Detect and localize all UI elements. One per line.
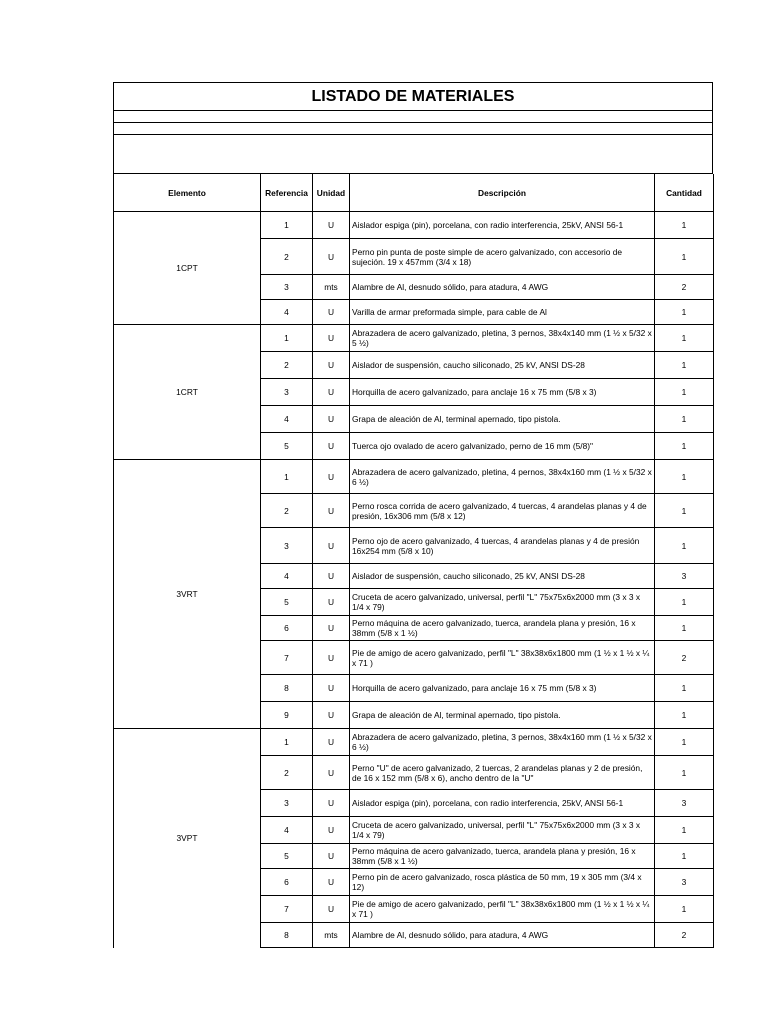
- header-elemento: Elemento: [114, 174, 261, 212]
- cell-descripcion: Horquilla de acero galvanizado, para anclaje 16 x 75 mm (5/8 x 3): [350, 675, 655, 702]
- cell-cantidad: 2: [655, 923, 714, 948]
- blank-row: [114, 123, 712, 135]
- table-header-row: [114, 174, 714, 212]
- header-descripcion: Descripción: [350, 174, 655, 212]
- cell-cantidad: 1: [655, 817, 714, 844]
- cell-cantidad: 1: [655, 896, 714, 923]
- cell-cantidad: 1: [655, 702, 714, 729]
- cell-referencia: 5: [261, 844, 313, 869]
- cell-cantidad: 1: [655, 589, 714, 616]
- cell-descripcion: Cruceta de acero galvanizado, universal, perfil "L" 75x75x6x2000 mm (3 x 3 x 1/4 x 79): [350, 589, 655, 616]
- cell-referencia: 2: [261, 239, 313, 275]
- cell-referencia: 4: [261, 406, 313, 433]
- cell-descripcion: Cruceta de acero galvanizado, universal, perfil "L" 75x75x6x2000 mm (3 x 3 x 1/4 x 79): [350, 817, 655, 844]
- cell-cantidad: 1: [655, 528, 714, 564]
- cell-cantidad: 1: [655, 616, 714, 641]
- cell-descripcion: Aislador espiga (pin), porcelana, con radio interferencia, 25kV, ANSI 56-1: [350, 212, 655, 239]
- cell-referencia: 8: [261, 923, 313, 948]
- cell-referencia: 3: [261, 275, 313, 300]
- cell-descripcion: Pie de amigo de acero galvanizado, perfil "L" 38x38x6x1800 mm (1 ½ x 1 ½ x ¼ x 71 ): [350, 641, 655, 675]
- table-row: [114, 325, 714, 352]
- cell-cantidad: 1: [655, 406, 714, 433]
- cell-cantidad: 1: [655, 239, 714, 275]
- cell-referencia: 4: [261, 817, 313, 844]
- cell-cantidad: 3: [655, 564, 714, 589]
- cell-unidad: U: [313, 300, 350, 325]
- cell-cantidad: 1: [655, 433, 714, 460]
- cell-referencia: 6: [261, 616, 313, 641]
- cell-unidad: U: [313, 702, 350, 729]
- cell-referencia: 7: [261, 641, 313, 675]
- cell-elemento: 1CPT: [114, 212, 261, 325]
- cell-cantidad: 1: [655, 729, 714, 756]
- blank-row: [114, 135, 712, 174]
- cell-referencia: 1: [261, 729, 313, 756]
- cell-referencia: 9: [261, 702, 313, 729]
- cell-descripcion: Perno máquina de acero galvanizado, tuerca, arandela plana y presión, 16 x 38mm (5/8 x 1 ½): [350, 616, 655, 641]
- cell-unidad: U: [313, 528, 350, 564]
- sheet-header-block: [113, 82, 713, 174]
- cell-cantidad: 3: [655, 790, 714, 817]
- cell-unidad: U: [313, 641, 350, 675]
- materials-table: [113, 174, 714, 948]
- materials-table-body: [114, 212, 714, 948]
- cell-referencia: 6: [261, 869, 313, 896]
- cell-unidad: U: [313, 352, 350, 379]
- table-row: [114, 729, 714, 756]
- cell-cantidad: 1: [655, 675, 714, 702]
- cell-cantidad: 2: [655, 275, 714, 300]
- cell-referencia: 5: [261, 433, 313, 460]
- cell-referencia: 2: [261, 494, 313, 528]
- cell-cantidad: 1: [655, 352, 714, 379]
- page-title: LISTADO DE MATERIALES: [114, 83, 712, 111]
- blank-row: [114, 111, 712, 123]
- cell-cantidad: 3: [655, 869, 714, 896]
- cell-unidad: U: [313, 494, 350, 528]
- cell-elemento: 1CRT: [114, 325, 261, 460]
- cell-unidad: U: [313, 433, 350, 460]
- cell-unidad: U: [313, 790, 350, 817]
- cell-referencia: 5: [261, 589, 313, 616]
- header-unidad: Unidad: [313, 174, 350, 212]
- cell-unidad: U: [313, 756, 350, 790]
- cell-elemento: 3VRT: [114, 460, 261, 729]
- cell-descripcion: Abrazadera de acero galvanizado, pletina, 3 pernos, 38x4x140 mm (1 ½ x 5/32 x 5 ½): [350, 325, 655, 352]
- cell-referencia: 3: [261, 528, 313, 564]
- cell-descripcion: Varilla de armar preformada simple, para cable de Al: [350, 300, 655, 325]
- cell-descripcion: Aislador de suspensión, caucho siliconado, 25 kV, ANSI DS-28: [350, 564, 655, 589]
- cell-referencia: 4: [261, 300, 313, 325]
- table-row: [114, 212, 714, 239]
- cell-cantidad: 1: [655, 756, 714, 790]
- cell-cantidad: 1: [655, 379, 714, 406]
- cell-descripcion: Grapa de aleación de Al, terminal apernado, tipo pistola.: [350, 406, 655, 433]
- cell-referencia: 2: [261, 756, 313, 790]
- cell-descripcion: Perno pin de acero galvanizado, rosca plástica de 50 mm, 19 x 305 mm (3/4 x 12): [350, 869, 655, 896]
- cell-descripcion: Abrazadera de acero galvanizado, pletina, 3 pernos, 38x4x160 mm (1 ½ x 5/32 x 6 ½): [350, 729, 655, 756]
- cell-descripcion: Aislador espiga (pin), porcelana, con radio interferencia, 25kV, ANSI 56-1: [350, 790, 655, 817]
- cell-unidad: U: [313, 589, 350, 616]
- cell-descripcion: Abrazadera de acero galvanizado, pletina, 4 pernos, 38x4x160 mm (1 ½ x 5/32 x 6 ½): [350, 460, 655, 494]
- cell-unidad: U: [313, 869, 350, 896]
- cell-referencia: 1: [261, 325, 313, 352]
- cell-referencia: 2: [261, 352, 313, 379]
- cell-unidad: U: [313, 675, 350, 702]
- cell-descripcion: Aislador de suspensión, caucho siliconado, 25 kV, ANSI DS-28: [350, 352, 655, 379]
- cell-unidad: U: [313, 325, 350, 352]
- cell-referencia: 4: [261, 564, 313, 589]
- cell-cantidad: 1: [655, 844, 714, 869]
- cell-referencia: 3: [261, 379, 313, 406]
- cell-referencia: 1: [261, 212, 313, 239]
- cell-unidad: mts: [313, 275, 350, 300]
- cell-descripcion: Perno máquina de acero galvanizado, tuerca, arandela plana y presión, 16 x 38mm (5/8 x 1 ½): [350, 844, 655, 869]
- cell-unidad: U: [313, 729, 350, 756]
- cell-cantidad: 2: [655, 641, 714, 675]
- cell-unidad: U: [313, 817, 350, 844]
- cell-unidad: U: [313, 406, 350, 433]
- cell-elemento: 3VPT: [114, 729, 261, 948]
- cell-referencia: 1: [261, 460, 313, 494]
- cell-unidad: mts: [313, 923, 350, 948]
- cell-descripcion: Perno rosca corrida de acero galvanizado, 4 tuercas, 4 arandelas planas y 4 de presión, 16x306 mm (5/8 x 12): [350, 494, 655, 528]
- header-referencia: Referencia: [261, 174, 313, 212]
- cell-referencia: 3: [261, 790, 313, 817]
- cell-unidad: U: [313, 460, 350, 494]
- materials-sheet: [113, 82, 713, 948]
- cell-descripcion: Alambre de Al, desnudo sólido, para atadura, 4 AWG: [350, 923, 655, 948]
- cell-referencia: 8: [261, 675, 313, 702]
- cell-unidad: U: [313, 379, 350, 406]
- cell-descripcion: Alambre de Al, desnudo sólido, para atadura, 4 AWG: [350, 275, 655, 300]
- cell-descripcion: Horquilla de acero galvanizado, para anclaje 16 x 75 mm (5/8 x 3): [350, 379, 655, 406]
- cell-descripcion: Grapa de aleación de Al, terminal apernado, tipo pistola.: [350, 702, 655, 729]
- cell-unidad: U: [313, 564, 350, 589]
- cell-descripcion: Pie de amigo de acero galvanizado, perfil "L" 38x38x6x1800 mm (1 ½ x 1 ½ x ¼ x 71 ): [350, 896, 655, 923]
- cell-cantidad: 1: [655, 300, 714, 325]
- cell-descripcion: Perno ojo de acero galvanizado, 4 tuercas, 4 arandelas planas y 4 de presión 16x254 mm (5/8 x 10): [350, 528, 655, 564]
- cell-unidad: U: [313, 896, 350, 923]
- cell-descripcion: Perno "U" de acero galvanizado, 2 tuercas, 2 arandelas planas y 2 de presión, de 16 x 152 mm (5/8 x 6), ancho dentro de la "U": [350, 756, 655, 790]
- cell-unidad: U: [313, 239, 350, 275]
- table-row: [114, 460, 714, 494]
- cell-cantidad: 1: [655, 494, 714, 528]
- cell-unidad: U: [313, 212, 350, 239]
- cell-unidad: U: [313, 616, 350, 641]
- cell-descripcion: Tuerca ojo ovalado de acero galvanizado, perno de 16 mm (5/8)": [350, 433, 655, 460]
- cell-cantidad: 1: [655, 460, 714, 494]
- cell-unidad: U: [313, 844, 350, 869]
- header-cantidad: Cantidad: [655, 174, 714, 212]
- cell-cantidad: 1: [655, 325, 714, 352]
- cell-descripcion: Perno pin punta de poste simple de acero galvanizado, con accesorio de sujeción. 19 x 457mm (3/4 x 18): [350, 239, 655, 275]
- cell-referencia: 7: [261, 896, 313, 923]
- cell-cantidad: 1: [655, 212, 714, 239]
